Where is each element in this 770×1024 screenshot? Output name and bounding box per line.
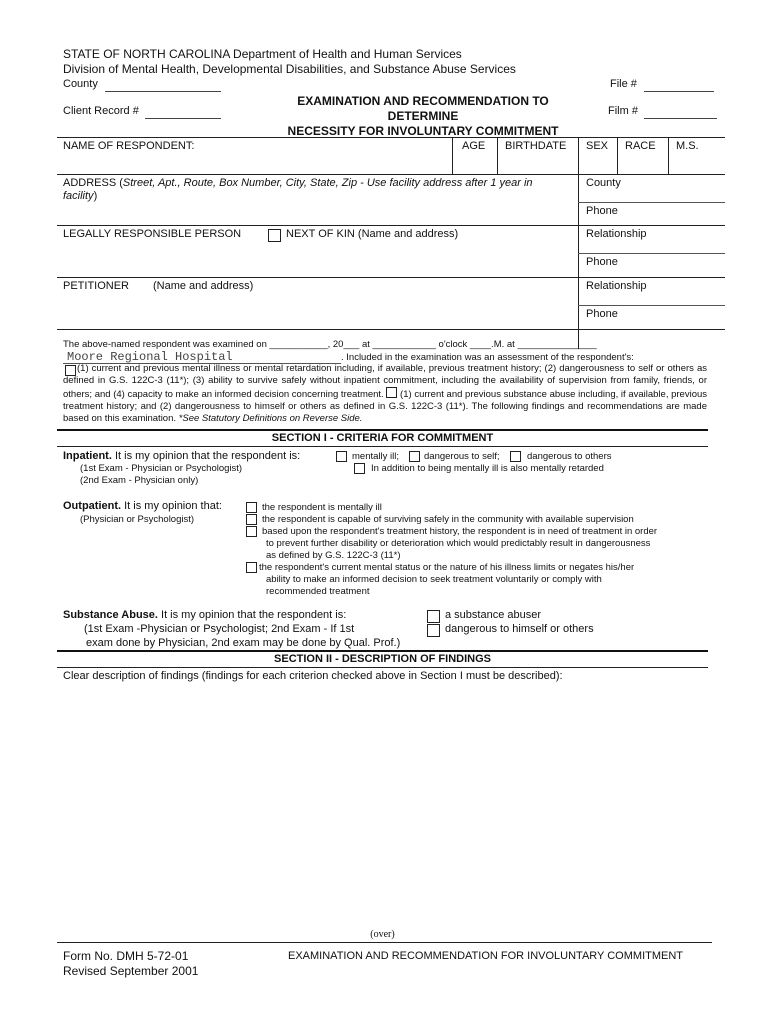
section-2-bottom-rule: [57, 667, 708, 668]
inpatient-sub-1: (1st Exam - Physician or Psychologist): [80, 463, 243, 474]
race-label: RACE: [625, 140, 656, 152]
grid-rule: [578, 305, 725, 306]
section-1-title: SECTION I - CRITERIA FOR COMMITMENT: [271, 432, 494, 444]
dangerous-to-others-label: dangerous to others: [527, 451, 612, 462]
mentally-retarded-checkbox[interactable]: [354, 463, 365, 474]
sa-dangerous-checkbox[interactable]: [427, 624, 440, 637]
film-label: Film #: [608, 105, 638, 117]
grid-rule: [578, 253, 725, 254]
findings-text-area[interactable]: [60, 688, 705, 924]
outpatient-heading: Outpatient. It is my opinion that:: [63, 500, 222, 512]
sex-label: SEX: [586, 140, 609, 152]
next-of-kin-checkbox[interactable]: [268, 229, 281, 242]
film-field[interactable]: [644, 118, 717, 119]
section-2-top-rule: [57, 650, 708, 652]
mentally-retarded-label: In addition to being mentally ill is also mentally retarded: [371, 463, 604, 474]
outpatient-mental-status-label-cont: ability to make an informed decision to seek treatment voluntarily or comply with: [266, 574, 602, 585]
outpatient-mental-status-checkbox[interactable]: [246, 562, 257, 573]
footer-title: EXAMINATION AND RECOMMENDATION FOR INVOLUNTARY COMMITMENT: [288, 950, 684, 962]
section-1-top-rule: [57, 429, 708, 431]
dangerous-to-self-checkbox[interactable]: [409, 451, 420, 462]
outpatient-mental-status-label: the respondent's current mental status or the nature of his illness limits or negates his/her: [259, 562, 635, 573]
over-note: (over): [370, 929, 395, 940]
address-label-cont: facility): [63, 190, 98, 202]
outpatient-mentally-ill-checkbox[interactable]: [246, 502, 257, 513]
address-county-label: County: [586, 177, 621, 189]
grid-top-rule: [57, 137, 725, 138]
agency-line-1: STATE OF NORTH CAROLINA Department of Health and Human Services: [63, 47, 462, 61]
outpatient-treatment-label-cont2: as defined by G.S. 122C-3 (11*): [266, 550, 401, 561]
outpatient-sub: (Physician or Psychologist): [80, 514, 195, 525]
marital-status-label: M.S.: [676, 140, 699, 152]
next-of-kin-label: NEXT OF KIN (Name and address): [286, 228, 459, 240]
client-record-field[interactable]: [145, 118, 221, 119]
substance-abuse-assessment-checkbox[interactable]: [386, 387, 397, 398]
client-record-label: Client Record #: [63, 105, 139, 117]
mentally-ill-label: mentally ill;: [352, 451, 399, 462]
grid-divider: [578, 137, 579, 349]
birthdate-label: BIRTHDATE: [505, 140, 567, 152]
grid-divider: [497, 137, 498, 174]
form-title-line-1: EXAMINATION AND RECOMMENDATION TO: [297, 94, 549, 108]
respondent-name-label: NAME OF RESPONDENT:: [63, 140, 195, 152]
exam-date-line: The above-named respondent was examined on ___________, 20___ at ____________ o'clock ____.M. at _______________: [63, 339, 597, 350]
petitioner-relationship-label: Relationship: [586, 280, 647, 292]
substance-abuse-heading: Substance Abuse. It is my opinion that the respondent is:: [63, 609, 347, 621]
grid-divider: [452, 137, 453, 174]
grid-rule: [57, 277, 725, 278]
outpatient-survive-checkbox[interactable]: [246, 514, 257, 525]
file-label: File #: [610, 78, 637, 90]
exam-included-text: . Included in the examination was an assessment of the respondent's:: [341, 352, 634, 363]
form-title-line-2: DETERMINE: [387, 109, 459, 123]
exam-facility[interactable]: Moore Regional Hospital: [67, 350, 233, 364]
petitioner-name-label: (Name and address): [153, 280, 254, 292]
petitioner-label: PETITIONER: [63, 280, 130, 292]
form-title-line-3: NECESSITY FOR INVOLUNTARY COMMITMENT: [287, 124, 559, 138]
grid-rule: [57, 225, 725, 226]
revised-date: Revised September 2001: [63, 964, 199, 978]
dangerous-to-others-checkbox[interactable]: [510, 451, 521, 462]
substance-abuse-sub-2: exam done by Physician, 2nd exam may be done by Qual. Prof.): [86, 637, 401, 649]
outpatient-survive-label: the respondent is capable of surviving safely in the community with available supervision: [262, 514, 634, 525]
grid-rule: [57, 174, 725, 175]
grid-rule: [57, 329, 725, 330]
county-label: County: [63, 78, 98, 90]
petitioner-phone-label: Phone: [586, 308, 618, 320]
section-1-bottom-rule: [57, 446, 708, 447]
grid-rule: [578, 202, 725, 203]
exam-assessment-paragraph: (1) current and previous mental illness or mental retardation including, if available, previous treatment history; (2) dangerousness to self or others as defined in G.S. 122C-3 (11*); (3) ability to survive safely without inpatient commitment, including the availability of supervision from family, friends, or others; and (4) capacity to make an informed decision concerning treatment. (1) current and previous substance abuse including, if available, previous treatment history; and (2) dangerousness to himself or others as defined in G.S. 122C-3 (11*). The following findings and recommendations are made based on this examination. *See Statutory Definitions on Reverse Side.: [63, 363, 708, 424]
agency-line-2: Division of Mental Health, Developmental Disabilities, and Substance Abuse Services: [63, 62, 516, 76]
grid-divider: [617, 137, 618, 174]
age-label: AGE: [462, 140, 486, 152]
legally-responsible-label: LEGALLY RESPONSIBLE PERSON: [63, 228, 242, 240]
sa-dangerous-label: dangerous to himself or others: [445, 623, 594, 635]
grid-divider: [668, 137, 669, 174]
legally-relationship-label: Relationship: [586, 228, 647, 240]
file-field[interactable]: [644, 91, 714, 92]
section-2-title: SECTION II - DESCRIPTION OF FINDINGS: [274, 653, 491, 665]
outpatient-mental-status-label-cont2: recommended treatment: [266, 586, 370, 597]
outpatient-treatment-checkbox[interactable]: [246, 526, 257, 537]
inpatient-sub-2: (2nd Exam - Physician only): [80, 475, 199, 486]
inpatient-heading: Inpatient. It is my opinion that the respondent is:: [63, 450, 301, 462]
findings-instruction: Clear description of findings (findings for each criterion checked above in Section I must be described):: [63, 670, 563, 682]
county-field[interactable]: [105, 91, 221, 92]
dangerous-to-self-label: dangerous to self;: [424, 451, 500, 462]
outpatient-treatment-label-cont: to prevent further disability or deterioration which would predictably result in dangerousness: [266, 538, 651, 549]
mentally-ill-checkbox[interactable]: [336, 451, 347, 462]
outpatient-treatment-label: based upon the respondent's treatment history, the respondent is in need of treatment in order: [262, 526, 658, 537]
legally-phone-label: Phone: [586, 256, 618, 268]
form-number: Form No. DMH 5-72-01: [63, 949, 189, 963]
address-label: ADDRESS (Street, Apt., Route, Box Number, City, State, Zip - Use facility address after 1 year in: [63, 177, 533, 189]
address-phone-label: Phone: [586, 205, 618, 217]
substance-abuser-checkbox[interactable]: [427, 610, 440, 623]
footer-rule: [57, 942, 712, 943]
substance-abuser-label: a substance abuser: [445, 609, 542, 621]
substance-abuse-sub-1: (1st Exam -Physician or Psychologist; 2nd Exam - If 1st: [84, 623, 355, 635]
outpatient-mentally-ill-label: the respondent is mentally ill: [262, 502, 382, 513]
